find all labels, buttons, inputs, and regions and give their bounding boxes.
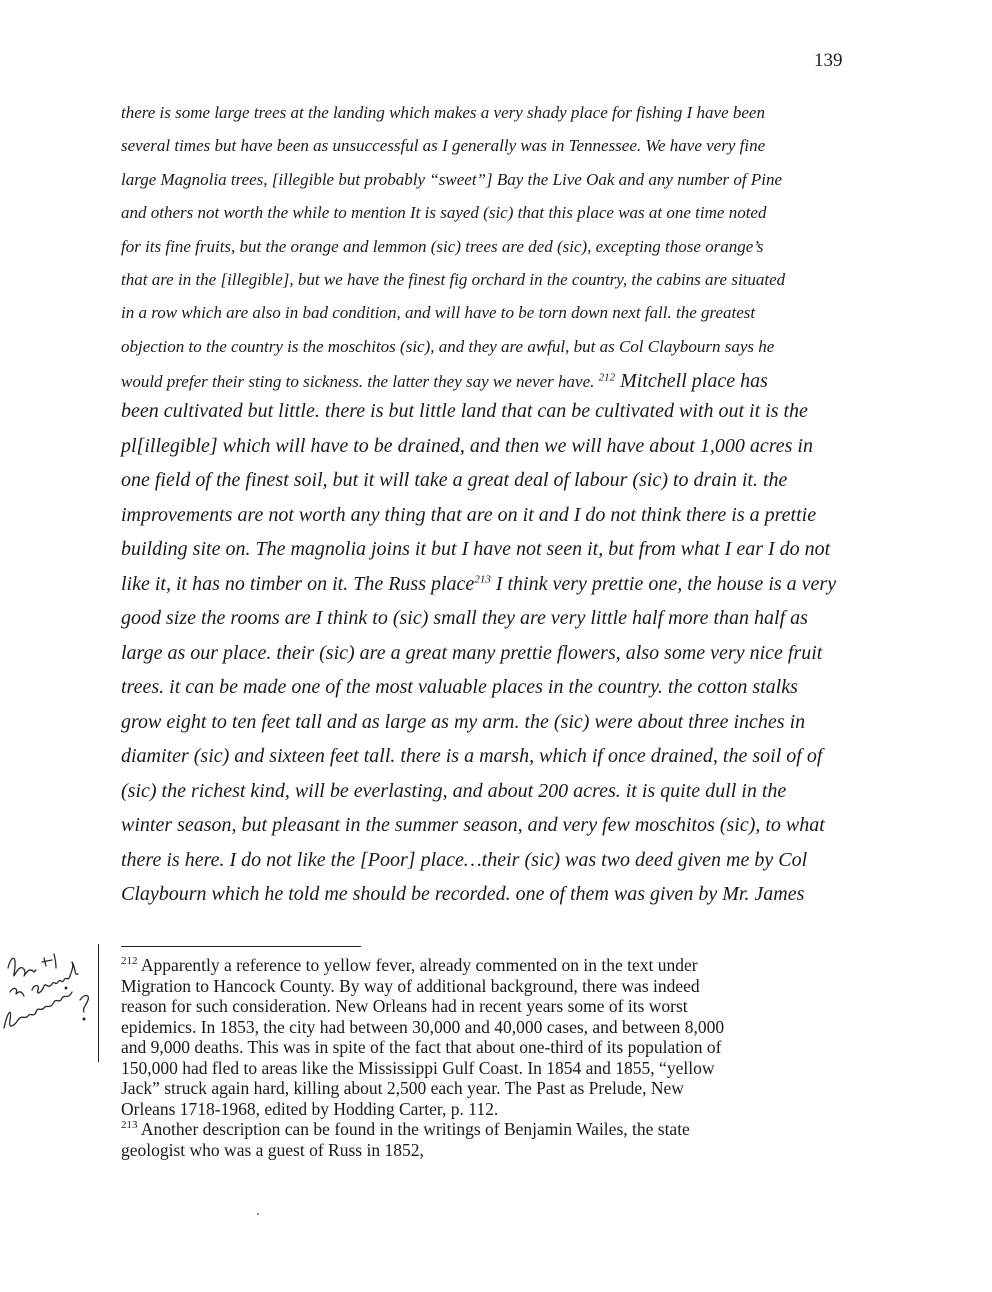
footnote-line: geologist who was a guest of Russ in 1852,: [121, 1139, 424, 1160]
text-line: several times but have been as unsuccessful as I generally was in Tennessee. We have very fine: [121, 136, 766, 155]
text-line: building site on. The magnolia joins it but I have not seen it, but from what I ear I do not: [121, 538, 831, 560]
page-number: 139: [814, 50, 843, 71]
footnote-line: 150,000 had fled to areas like the Mississippi Gulf Coast. In 1854 and 1855, “yellow: [121, 1057, 715, 1078]
footnote-line: and 9,000 deaths. This was in spite of the fact that about one-third of its population of: [121, 1037, 722, 1057]
text-line: good size the rooms are I think to (sic) small they are very little half more than half as: [121, 607, 808, 629]
text-segment: like it, it has no timber on it. The Russ place: [121, 573, 475, 595]
text-line-with-footnote-ref: [121, 370, 768, 393]
footnote-ref-212: 212: [598, 371, 616, 384]
footnote-separator: [121, 946, 361, 947]
footnote-213: [121, 1119, 861, 1160]
text-segment: I think very prettie one, the house is a very: [490, 573, 837, 595]
text-line: large Magnolia trees, [illegible but probably “sweet”] Bay the Live Oak and any number of Pine: [121, 170, 783, 189]
text-line: grow eight to ten feet tall and as large as my arm. the (sic) were about three inches in: [121, 711, 806, 733]
text-line: large as our place. their (sic) are a great many prettie flowers, also some very nice fruit: [121, 642, 823, 664]
footnote-number: 213: [121, 1119, 138, 1132]
footnote-text: Apparently a reference to yellow fever, already commented on in the text under: [140, 955, 698, 975]
footnotes: [121, 955, 861, 1160]
footnote-line: Migration to Hancock County. By way of additional background, there was indeed: [121, 975, 700, 996]
footnote-line: epidemics. In 1853, the city had between 30,000 and 40,000 cases, and between 8,000: [121, 1016, 725, 1037]
footnote-text: Another description can be found in the writings of Benjamin Wailes, the state: [140, 1119, 690, 1139]
text-line: and others not worth the while to mention It is sayed (sic) that this place was at one time noted: [121, 203, 767, 222]
footnote-line: Orleans 1718-1968, edited by Hodding Carter, p. 112.: [121, 1098, 499, 1119]
scan-speck: [257, 1213, 259, 1215]
text-line: objection to the country is the moschitos (sic), and they are awful, but as Col Claybourn says he: [121, 337, 775, 356]
margin-vertical-mark: [98, 944, 99, 1062]
footnote-line: [121, 955, 861, 976]
footnote-212: [121, 955, 861, 1119]
text-line: in a row which are also in bad condition, and will have to be torn down next fall. the greatest: [121, 303, 756, 322]
text-line: diamiter (sic) and sixteen feet tall. there is a marsh, which if once drained, the soil of of: [121, 745, 823, 767]
text-segment: Mitchell place has: [615, 370, 768, 392]
text-line: there is some large trees at the landing which makes a very shady place for fishing I have been: [121, 103, 765, 122]
handwritten-margin-note: [0, 940, 120, 1080]
footnote-ref-213: 213: [474, 573, 491, 586]
text-line: that are in the [illegible], but we have the finest fig orchard in the country, the cabins are situated: [121, 270, 786, 289]
text-line: there is here. I do not like the [Poor] place…their (sic) was two deed given me by Col: [121, 849, 808, 871]
text-line: trees. it can be made one of the most valuable places in the country. the cotton stalks: [121, 676, 798, 698]
text-line: one field of the finest soil, but it will take a great deal of labour (sic) to drain it. the: [121, 469, 788, 491]
text-line: for its fine fruits, but the orange and lemmon (sic) trees are ded (sic), excepting those orange’s: [121, 237, 764, 256]
text-line: improvements are not worth any thing that are on it and I do not think there is a prettie: [121, 504, 817, 526]
text-line: winter season, but pleasant in the summer season, and very few moschitos (sic), to what: [121, 814, 825, 836]
footnote-number: 212: [121, 955, 138, 968]
text-line-with-footnote-ref: [121, 573, 836, 596]
text-line: Claybourn which he told me should be recorded. one of them was given by Mr. James: [121, 883, 805, 905]
text-line: been cultivated but little. there is but little land that can be cultivated with out it is the: [121, 400, 808, 422]
text-segment: would prefer their sting to sickness. the latter they say we never have.: [121, 372, 599, 391]
footnote-line: Jack” struck again hard, killing about 2,500 each year. The Past as Prelude, New: [121, 1078, 684, 1098]
footnote-line: reason for such consideration. New Orleans had in recent years some of its worst: [121, 996, 688, 1016]
text-line: pl[illegible] which will have to be drained, and then we will have about 1,000 acres in: [121, 435, 813, 457]
text-line: (sic) the richest kind, will be everlasting, and about 200 acres. it is quite dull in the: [121, 780, 787, 802]
footnote-line: [121, 1119, 861, 1140]
